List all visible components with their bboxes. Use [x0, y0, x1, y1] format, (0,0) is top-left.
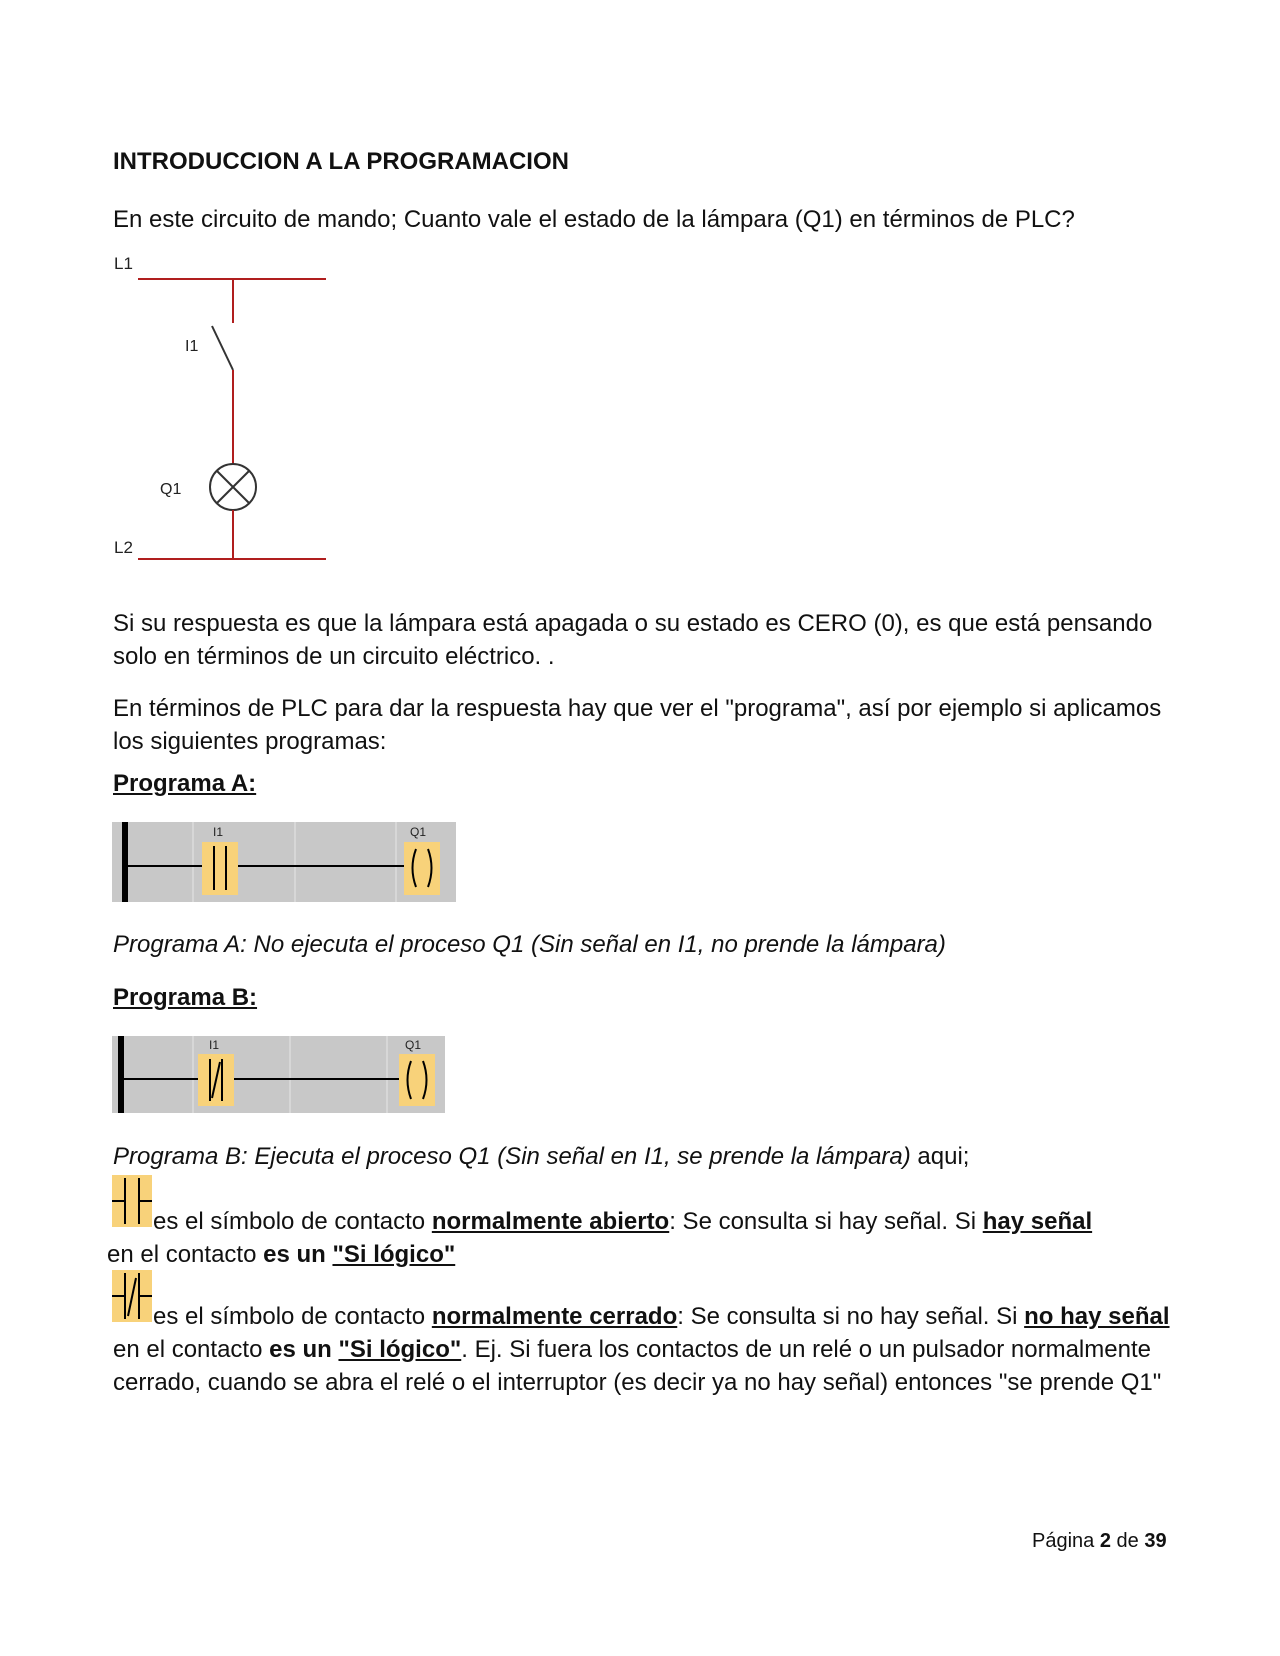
ladder-background — [112, 1036, 445, 1113]
programa-b-caption-italic: Programa B: Ejecuta el proceso Q1 (Sin señal en I1, se prende la lámpara) — [113, 1143, 911, 1170]
no-si-logico: "Si lógico" — [332, 1241, 456, 1268]
coil-q1 — [404, 842, 440, 895]
nc-si-logico: "Si lógico" — [338, 1336, 462, 1363]
footer-total-pages: 39 — [1144, 1530, 1167, 1552]
nc-text-6: es un — [269, 1336, 339, 1363]
no-text-5: en el contacto — [107, 1241, 264, 1268]
footer-page-number: 2 — [1099, 1530, 1111, 1552]
contact-no-i1 — [202, 842, 238, 895]
programa-b-heading: Programa B: — [113, 984, 258, 1011]
page-footer — [1032, 1530, 1167, 1553]
l2-label: L2 — [114, 538, 133, 557]
i1-label: I1 — [185, 338, 199, 355]
programa-b-caption-tail: aqui; — [910, 1143, 970, 1170]
question-text: En este circuito de mando; Cuanto vale el estado de la lámpara (Q1) en términos de PLC? — [113, 206, 1075, 233]
control-circuit-diagram — [108, 250, 338, 560]
answer-paragraph: Si su respuesta es que la lámpara está apagada o su estado es CERO (0), es que está pensando solo en términos de un circuito eléctrico. . — [113, 610, 1153, 670]
power-rail — [118, 1036, 124, 1113]
no-contact-line2 — [107, 1238, 1193, 1271]
switch-i1 — [212, 326, 233, 370]
nc-text-1: es el símbolo de contacto — [153, 1303, 432, 1330]
no-text-6: es un — [263, 1241, 333, 1268]
no-text-3: : Se consulta si hay señal. Si — [669, 1208, 983, 1235]
no-term: normalmente abierto — [431, 1208, 670, 1235]
nc-text-8: . Ej. Si fuera los contactos de un relé o un pulsador normalmente cerrado, cuando se abra el relé o el interruptor (es decir ya no hay señal) entonces "se prende Q1" — [113, 1336, 1162, 1396]
power-rail — [122, 822, 128, 902]
programa-b-ladder — [112, 1036, 445, 1113]
nc-contact-paragraph — [113, 1300, 1193, 1399]
no-contact-line1 — [153, 1205, 1203, 1238]
no-hay-senal: hay señal — [982, 1208, 1093, 1235]
no-contact-icon — [112, 1175, 152, 1227]
programa-a-caption: Programa A: No ejecuta el proceso Q1 (Sin señal en I1, no prende la lámpara) — [113, 931, 946, 958]
programa-b-caption — [113, 1140, 1213, 1173]
contact-label-i1: I1 — [209, 1038, 220, 1052]
nc-term: normalmente cerrado — [431, 1303, 678, 1330]
no-text-1: es el símbolo de contacto — [153, 1208, 432, 1235]
l1-label: L1 — [114, 254, 133, 273]
programa-a-ladder — [112, 822, 456, 902]
footer-prefix: Página — [1032, 1530, 1100, 1552]
coil-label-q1: Q1 — [405, 1038, 422, 1052]
contact-label-i1: I1 — [213, 825, 224, 839]
coil-label-q1: Q1 — [410, 825, 427, 839]
programa-a-heading: Programa A: — [113, 770, 257, 797]
terms-paragraph: En términos de PLC para dar la respuesta hay que ver el "programa", así por ejemplo si aplicamos los siguientes programas: — [113, 695, 1162, 755]
page-title: INTRODUCCION A LA PROGRAMACION — [113, 148, 569, 175]
nc-text-5: en el contacto — [113, 1336, 270, 1363]
q1-label: Q1 — [160, 481, 182, 498]
coil-q1 — [399, 1054, 435, 1106]
nc-no-hay-senal: no hay señal — [1024, 1303, 1170, 1330]
nc-text-3: : Se consulta si no hay señal. Si — [677, 1303, 1025, 1330]
footer-of: de — [1110, 1530, 1145, 1552]
